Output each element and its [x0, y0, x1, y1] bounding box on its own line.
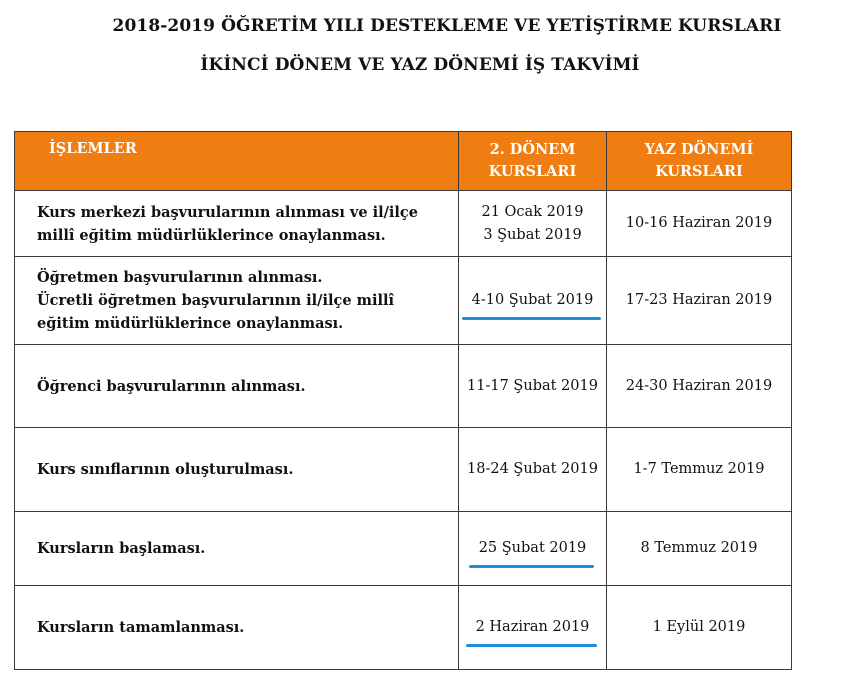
operation-cell [15, 191, 459, 257]
term2-date-highlighted: 4-10 Şubat 2019 [472, 289, 594, 312]
summer-date-cell: 1-7 Temmuz 2019 [607, 428, 792, 512]
term2-date-cell: 18-24 Şubat 2019 [459, 428, 607, 512]
operation-line: millî eğitim müdürlüklerince onaylanması. [37, 226, 386, 244]
operation-cell: Kursların tamamlanması. [15, 586, 459, 670]
schedule-table [14, 131, 792, 670]
term2-date-highlighted: 2 Haziran 2019 [476, 616, 590, 639]
term2-date-line: 21 Ocak 2019 [481, 203, 584, 220]
table-row [15, 428, 792, 512]
column-header-operations: İŞLEMLER [15, 132, 459, 191]
operation-line: Kurs merkezi başvurularının alınması ve il/ilçe [37, 203, 418, 221]
document-title-line-2: İKİNCİ DÖNEM VE YAZ DÖNEMİ İŞ TAKVİMİ [200, 55, 640, 75]
term2-date-cell: 11-17 Şubat 2019 [459, 345, 607, 428]
table-row [15, 257, 792, 345]
operation-line: Öğretmen başvurularının alınması. [37, 269, 323, 286]
term2-date-cell [459, 512, 607, 586]
document-title-line-1: 2018-2019 ÖĞRETİM YILI DESTEKLEME VE YETİŞTİRME KURSLARI [112, 16, 782, 36]
term2-date-line: 3 Şubat 2019 [483, 226, 582, 243]
operation-cell: Kursların başlaması. [15, 512, 459, 586]
term2-date-cell [459, 257, 607, 345]
operation-cell [15, 257, 459, 345]
table-row [15, 512, 792, 586]
operation-cell: Kurs sınıflarının oluşturulması. [15, 428, 459, 512]
table-header-row [15, 132, 792, 191]
table-row [15, 191, 792, 257]
column-header-summer-line1: YAZ DÖNEMİ [644, 141, 754, 158]
operation-line: eğitim müdürlüklerince onaylanması. [37, 315, 344, 332]
term2-date-cell [459, 586, 607, 670]
column-header-term2-line1: 2. DÖNEM [489, 141, 576, 158]
operation-cell: Öğrenci başvurularının alınması. [15, 345, 459, 428]
summer-date-cell: 24-30 Haziran 2019 [607, 345, 792, 428]
summer-date-cell: 8 Temmuz 2019 [607, 512, 792, 586]
term2-date-highlighted: 25 Şubat 2019 [479, 537, 587, 560]
summer-date-cell: 1 Eylül 2019 [607, 586, 792, 670]
column-header-term2 [459, 132, 607, 191]
column-header-term2-line2: KURSLARI [488, 163, 577, 180]
operation-line: Ücretli öğretmen başvurularının il/ilçe millî [37, 292, 394, 309]
summer-date-cell: 10-16 Haziran 2019 [607, 191, 792, 257]
table-row [15, 586, 792, 670]
summer-date-cell: 17-23 Haziran 2019 [607, 257, 792, 345]
table-row [15, 345, 792, 428]
term2-date-cell [459, 191, 607, 257]
column-header-summer [607, 132, 792, 191]
column-header-summer-line2: KURSLARI [655, 163, 743, 180]
